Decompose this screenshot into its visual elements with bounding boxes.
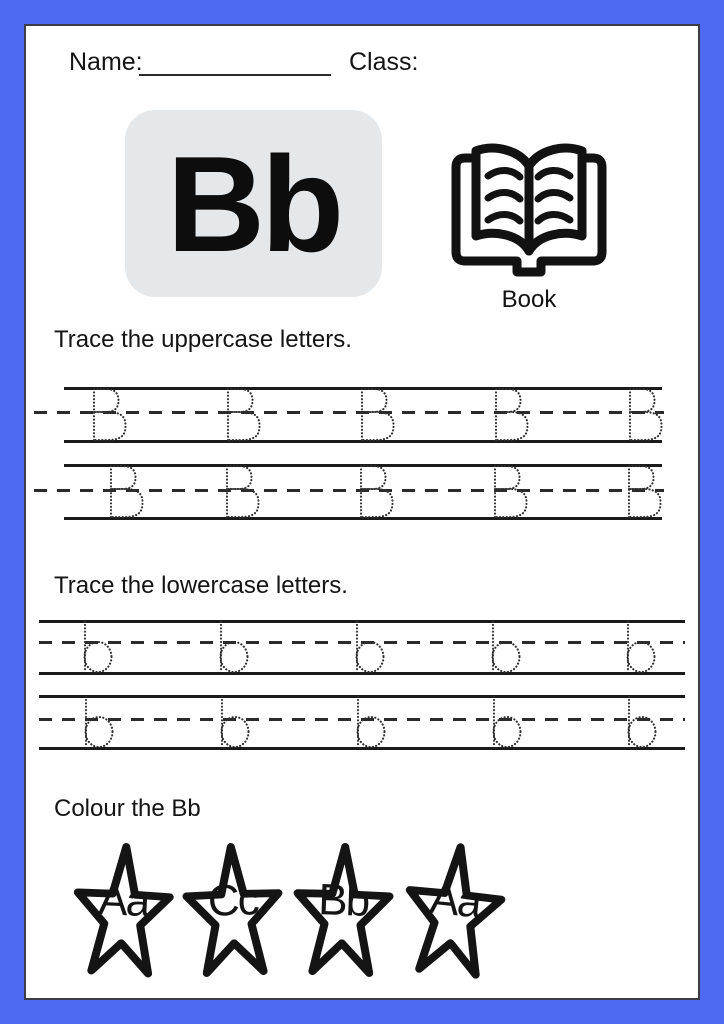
colour-star-3[interactable] (291, 840, 396, 978)
dotted-letter-lowercase-b (215, 621, 249, 673)
uppercase-heading: Trace the uppercase letters. (54, 326, 352, 353)
dotted-letter-lowercase-b (216, 696, 250, 748)
book-illustration (434, 124, 624, 284)
colour-heading: Colour the Bb (54, 795, 201, 822)
dotted-letter-uppercase-B (622, 465, 668, 518)
colour-star-1[interactable] (70, 839, 177, 979)
dotted-letter-lowercase-b (79, 621, 113, 673)
colour-star-2[interactable] (181, 840, 286, 978)
star-label: Cc (206, 875, 259, 927)
dotted-letter-uppercase-B (104, 465, 150, 518)
worksheet-page (24, 24, 700, 1000)
lowercase-trace-row-2[interactable] (39, 695, 685, 751)
dotted-letter-lowercase-b (351, 621, 385, 673)
lowercase-trace-row-1[interactable] (39, 620, 685, 676)
dotted-letter-lowercase-b (488, 696, 522, 748)
uppercase-trace-row-1[interactable] (34, 387, 664, 443)
colour-star-4[interactable] (397, 837, 511, 982)
dotted-letter-lowercase-b (80, 696, 114, 748)
dotted-letter-lowercase-b (487, 621, 521, 673)
dotted-letter-uppercase-B (87, 388, 133, 441)
lowercase-heading: Trace the lowercase letters. (54, 572, 348, 599)
dotted-letter-uppercase-B (354, 465, 400, 518)
name-input-line[interactable] (139, 46, 331, 76)
uppercase-trace-row-2[interactable] (34, 464, 664, 520)
open-book-icon (434, 124, 624, 284)
dotted-letter-uppercase-B (220, 465, 266, 518)
dotted-letter-uppercase-B (488, 465, 534, 518)
dotted-letter-uppercase-B (355, 388, 401, 441)
name-label: Name: (69, 48, 143, 76)
dotted-letter-uppercase-B (623, 388, 669, 441)
dotted-letter-lowercase-b (622, 621, 656, 673)
dotted-letter-uppercase-B (489, 388, 535, 441)
letter-card (125, 110, 382, 297)
book-caption: Book (501, 286, 557, 313)
dotted-letter-uppercase-B (221, 388, 267, 441)
letter-card-text: Bb (166, 127, 341, 280)
class-label: Class: (349, 48, 419, 76)
star-label: Aa (97, 875, 150, 927)
star-label: Bb (317, 875, 370, 927)
star-label: Aa (427, 873, 483, 928)
dotted-letter-lowercase-b (623, 696, 657, 748)
dotted-letter-lowercase-b (352, 696, 386, 748)
